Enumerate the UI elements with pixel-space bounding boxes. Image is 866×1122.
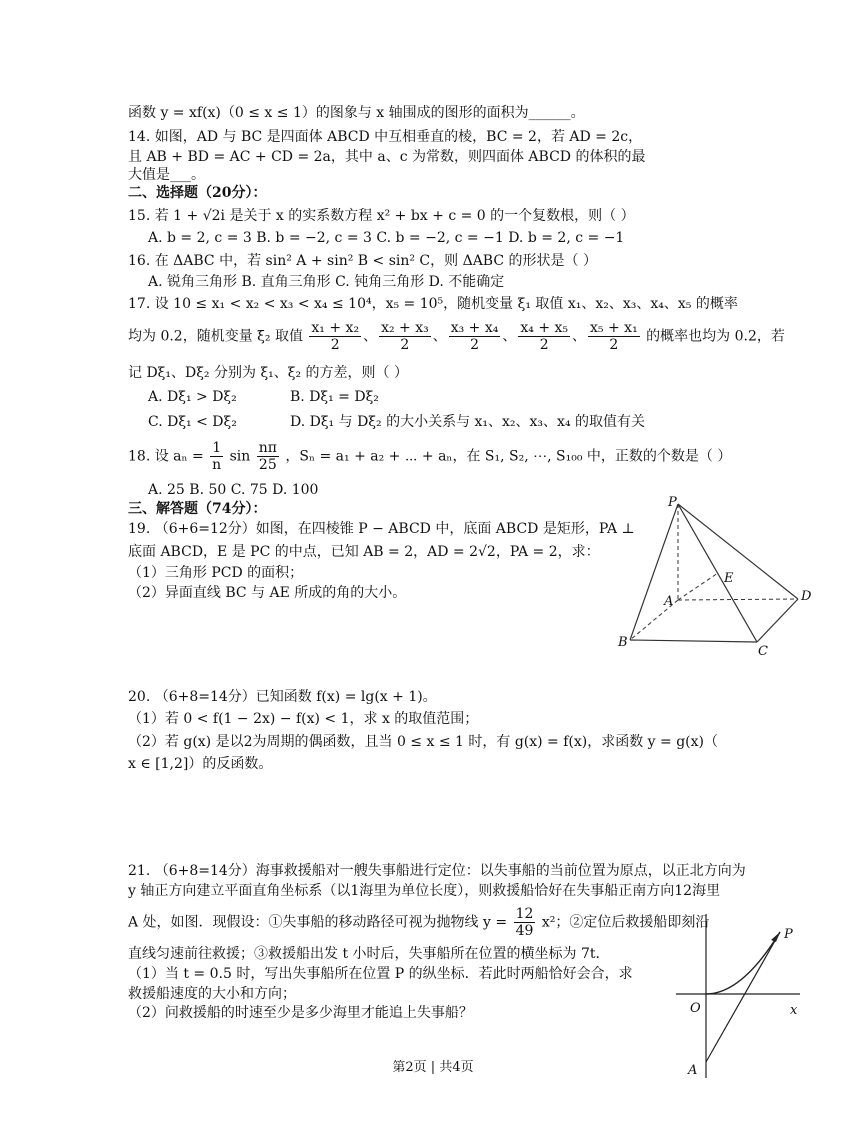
q16-stem: 16. 在 ΔABC 中，若 sin² A + sin² B < sin² C，则 ΔABC 的形状是（ ） [128,253,597,269]
q20-part2: （2）若 g(x) 是以2为周期的偶函数，且当 0 ≤ x ≤ 1 时，有 g(x) = f(x)，求函数 y = g(x)（ [128,734,719,750]
q20-part2b: x ∈ [1,2]）的反函数。 [128,756,273,772]
q17-line3: 记 Dξ₁、Dξ₂ 分别为 ξ₁、ξ₂ 的方差，则（ ） [128,365,408,381]
q21-line1: 21. （6+8=14分）海事救援船对一艘失事船进行定位：以失事船的当前位置为原点，以正北方向为 [128,863,746,879]
q17-frac-4: $\frac{\text{x₄ + x₅}}{2}$ [520,320,569,353]
q17-frac-1: $\frac{\text{x₁ + x₂}}{2}$ [311,320,360,353]
q14-line3: 大值是___。 [128,167,205,183]
q17-frac-3: $\frac{\text{x₃ + x₄}}{2}$ [450,320,499,353]
edge-PC [678,504,757,642]
q14-line1: 14. 如图，AD 与 BC 是四面体 ABCD 中互相垂直的棱，BC = 2，若 AD = 2c， [128,129,643,145]
q21-line3-pre: A 处，如图．现假设：①失事船的移动路径可视为抛物线 y = [128,914,508,931]
section3-title: 三、解答题（74分）： [128,501,267,517]
label-O: O [690,1001,701,1016]
q18-mid: sin [229,448,251,465]
q17-option-c: C. Dξ₁ < Dξ₂ [148,414,237,430]
q18-frac-1: $\frac{1}{n}$ [212,440,222,473]
arrow-head-icon [771,932,780,942]
label-D: D [801,589,812,604]
q18-stem [128,440,731,473]
rescue-line [706,932,780,1062]
q21-line4: 直线匀速前往救援；③救援船出发 t 小时后，失事船所在位置的横坐标为 7t． [128,946,610,962]
q13-continuation: 函数 y = xf(x)（0 ≤ x ≤ 1）的图象与 x 轴围成的图形的面积为______。 [128,105,585,121]
q18-post: ，Sₙ = a₁ + a₂ + ⋯ + aₙ，在 S₁, S₂, ⋯, S₁₀₀ 中，正数的个数是（ ） [285,448,732,465]
q17-frac-2: $\frac{\text{x₂ + x₃}}{2}$ [381,320,429,353]
label-C: C [758,644,768,659]
q21-part1: （1）当 t = 0.5 时，写出失事船所在位置 P 的纵坐标．若此时两船恰好会合，求 [128,966,633,982]
q21-line3 [128,906,709,939]
pyramid-figure [612,494,822,660]
q17-line2: 均为 0.2，随机变量 ξ₂ 取值 $\frac{\text{x₁ + x₂}}{2}$ 、 $\frac{\text{x₂ + x₃}}{2}$ 、 $\frac{\text{x₃ + x₄}}{2}$ 、 $\frac{\text{x₄ + x₅}}{2}$ 、 $\frac{\text{x₅ + x₁}}{2}$ 的概率也均为 0.2，若 [128,320,785,353]
q15-options: A. b = 2, c = 3 B. b = −2, c = 3 C. b = −2, c = −1 D. b = 2, c = −1 [148,230,625,246]
parabola-path [706,932,780,994]
q21-line2: y 轴正方向建立平面直角坐标系（以1海里为单位长度），则救援船恰好在失事船正南方向12海里 [128,883,721,899]
q16-options: A. 锐角三角形 B. 直角三角形 C. 钝角三角形 D. 不能确定 [148,274,505,290]
q14-line2: 且 AB + BD = AC + CD = 2a，其中 a、c 为常数，则四面体 ABCD 的体积的最 [128,149,646,165]
q19-line2: 底面 ABCD，E 是 PC 的中点，已知 AB = 2，AD = 2√2，PA = 2，求： [128,544,600,560]
label-E: E [724,571,734,586]
label-P-point: P [784,927,793,942]
q19-part1: （1）三角形 PCD 的面积； [128,565,304,581]
edge-AD [678,599,798,600]
q21-line3-post: x²；②定位后救援船即刻沿 [541,914,710,931]
label-P: P [668,495,677,510]
page-footer: 第2页 | 共4页 [392,1060,474,1075]
label-A-point: A [688,1063,698,1078]
edge-BC [630,640,757,642]
q21-part2: （2）问救援船的时速至少是多少海里才能追上失事船？ [128,1005,473,1021]
q20-part1: （1）若 0 < f(1 − 2x) − f(x) < 1，求 x 的取值范围； [128,711,479,727]
label-B: B [618,635,628,650]
edge-AE [678,573,718,600]
q21-part1b: 救援船速度的大小和方向； [128,986,296,1002]
label-A: A [664,594,674,609]
label-x: x [790,1003,798,1018]
q17-line1: 17. 设 10 ≤ x₁ < x₂ < x₃ < x₄ ≤ 10⁴，x₅ = 10⁵，随机变量 ξ₁ 取值 x₁、x₂、x₃、x₄、x₅ 的概率 [128,296,738,312]
section2-title: 二、选择题（20分）： [128,185,267,201]
edge-CD [757,599,798,642]
q19-part2: （2）异面直线 BC 与 AE 所成的角的大小。 [128,585,407,601]
q21-frac: $\frac{12}{49}$ [515,906,534,939]
q17-line2-post: 的概率也均为 0.2，若 [646,328,785,345]
rescue-figure [672,910,812,1080]
q20-line1: 20. （6+8=14分）已知函数 f(x) = lg(x + 1)。 [128,689,437,705]
q18-frac-2: $\frac{n\pi}{25}$ [258,440,277,473]
q17-option-d: D. Dξ₁ 与 Dξ₂ 的大小关系与 x₁、x₂、x₃、x₄ 的取值有关 [290,414,646,430]
q18-pre: 18. 设 aₙ = [128,448,204,465]
q17-line2-pre: 均为 0.2，随机变量 ξ₂ 取值 [128,328,303,345]
edge-PD [678,504,798,599]
q17-frac-5: $\frac{\text{x₅ + x₁}}{2}$ [590,320,638,353]
q19-line1: 19. （6+6=12分）如图，在四棱锥 P − ABCD 中，底面 ABCD 是矩形，PA ⊥ [128,521,635,537]
q17-option-b: B. Dξ₁ = Dξ₂ [290,389,379,405]
q17-option-a: A. Dξ₁ > Dξ₂ [148,389,237,405]
q15-stem: 15. 若 1 + √2i 是关于 x 的实系数方程 x² + bx + c = 0 的一个复数根，则（ ） [128,208,635,224]
q18-options: A. 25 B. 50 C. 75 D. 100 [148,482,319,498]
